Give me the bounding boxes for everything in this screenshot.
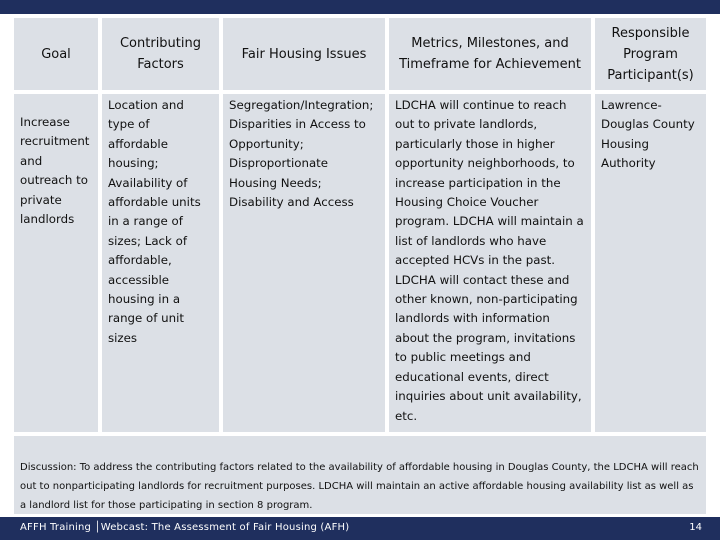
header-metrics: Metrics, Milestones, and Timeframe for Achievement — [389, 18, 591, 90]
header-goal: Goal — [14, 18, 98, 90]
footer-bar — [0, 517, 720, 540]
header-contributing-factors: Contributing Factors — [102, 18, 219, 90]
page-number: 14 — [689, 522, 702, 533]
header-fair-housing-issues: Fair Housing Issues — [223, 18, 385, 90]
cell-contributing-factors: Location and type of affordable housing; Availability of affordable units in a range of sizes; Lack of affordable, accessible housing in a range of unit sizes — [102, 94, 219, 432]
cell-metrics: LDCHA will continue to reach out to private landlords, particularly those in higher opportunity neighborhoods, to increase participation in the Housing Choice Voucher program. LDCHA will maintain a list of landlords who have accepted HCVs in the past. LDCHA will contact these and other known, non-participating landlords with information about the program, invitations to public meetings and educational events, direct inquiries about unit availability, etc. — [389, 94, 591, 432]
goals-table — [14, 18, 706, 432]
cell-responsible-participants: Lawrence-Douglas County Housing Authority — [595, 94, 706, 432]
cell-fair-housing-issues: Segregation/Integration; Disparities in Access to Opportunity; Disproportionate Housing Needs; Disability and Access — [223, 94, 385, 432]
footer-text: AFFH Training │Webcast: The Assessment of Fair Housing (AFH) — [20, 522, 350, 533]
top-banner — [0, 0, 720, 14]
header-responsible-participants: Responsible Program Participant(s) — [595, 18, 706, 90]
discussion-box: Discussion: To address the contributing factors related to the availability of affordable housing in Douglas County, the LDCHA will reach out to nonparticipating landlords for recruitment purposes. LDCHA will maintain an active affordable housing availability list as well as a landlord list for those participating in section 8 program. — [14, 436, 706, 514]
cell-goal-text: Increase recruitment and outreach to private landlords — [20, 115, 90, 227]
cell-goal — [14, 94, 98, 432]
